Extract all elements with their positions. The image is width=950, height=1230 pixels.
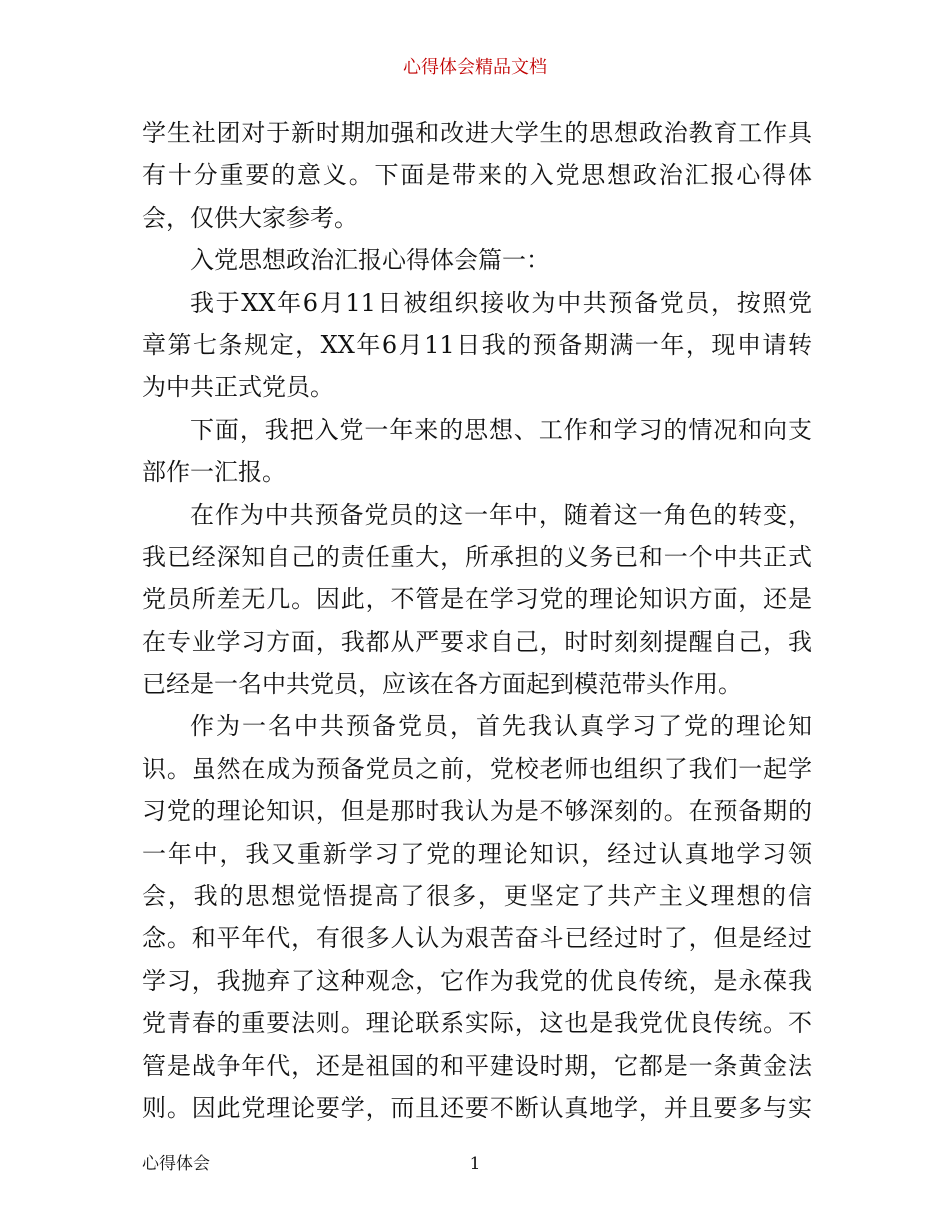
page-number: 1 [469,1154,481,1174]
text-line: 为中共正式党员。 [142,373,334,402]
text-line: 党员所差无几。因此，不管是在学习党的理论知识方面，还是 [142,585,812,614]
document-body [142,112,812,1129]
text-line: 习党的理论知识，但是那时我认为是不够深刻的。在预备期的 [142,797,812,826]
page-header-title: 心得体会精品文档 [403,57,547,78]
text-line: 则。因此党理论要学，而且还要不断认真地学，并且要多与实 [142,1093,812,1122]
text-line: 在专业学习方面，我都从严要求自己，时时刻刻提醒自己，我 [142,627,812,656]
text-line: 在作为中共预备党员的这一年中，随着这一角色的转变， [190,500,812,529]
text-line: 学习，我抛弃了这种观念，它作为我党的优良传统，是永葆我 [142,966,812,995]
text-line: 入党思想政治汇报心得体会篇一： [190,246,550,275]
text-line: 已经是一名中共党员，应该在各方面起到模范带头作用。 [142,670,742,699]
text-line: 管是战争年代，还是祖国的和平建设时期，它都是一条黄金法 [142,1051,812,1080]
text-line: 识。虽然在成为预备党员之前，党校老师也组织了我们一起学 [142,754,812,783]
text-line: 我已经深知自己的责任重大，所承担的义务已和一个中共正式 [142,542,812,571]
text-line: 部作一汇报。 [142,458,286,487]
text-line: 一年中，我又重新学习了党的理论知识，经过认真地学习领 [142,839,812,868]
text-line: 念。和平年代，有很多人认为艰苦奋斗已经过时了，但是经过 [142,924,812,953]
text-line: 章第七条规定，XX年6月11日我的预备期满一年，现申请转 [142,330,812,359]
text-line: 我于XX年6月11日被组织接收为中共预备党员，按照党 [190,288,812,317]
text-line: 党青春的重要法则。理论联系实际，这也是我党优良传统。不 [142,1009,812,1038]
footer-label: 心得体会 [142,1154,210,1174]
text-line: 下面，我把入党一年来的思想、工作和学习的情况和向支 [190,415,812,444]
text-line: 学生社团对于新时期加强和改进大学生的思想政治教育工作具 [142,119,812,147]
text-line: 有十分重要的意义。下面是带来的入党思想政治汇报心得体 [142,161,812,190]
text-line: 会，仅供大家参考。 [142,203,358,232]
text-line: 会，我的思想觉悟提高了很多，更坚定了共产主义理想的信 [142,882,812,911]
text-line: 作为一名中共预备党员，首先我认真学习了党的理论知 [190,712,812,741]
